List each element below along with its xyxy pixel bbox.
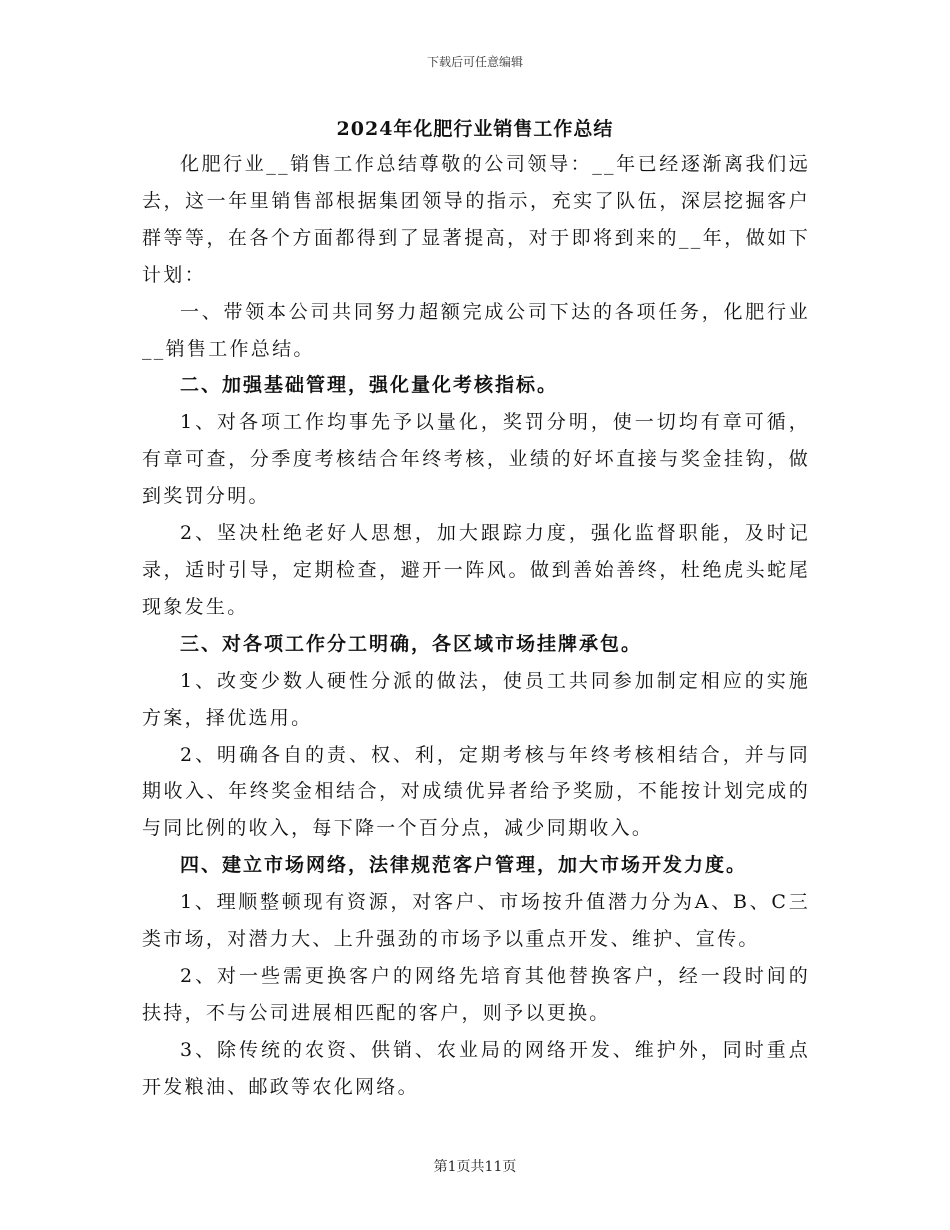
header-note: 下载后可任意编辑 xyxy=(426,55,523,69)
section-two-heading: 二、加强基础管理，强化量化考核指标。 xyxy=(180,374,559,397)
intro-paragraph: 化肥行业__销售工作总结尊敬的公司领导：__年已经逐渐离我们远去，这一年里销售部根据集团领导的指示，充实了队伍，深层挖掘客户群等等，在各个方面都得到了显著提高，对于即将到来的__年，做如下计划： xyxy=(142,153,810,286)
document-title: 2024年化肥行业销售工作总结 xyxy=(336,118,614,140)
section-three-item-1: 1、改变少数人硬性分派的做法，使员工共同参加制定相应的实施方案，择优选用。 xyxy=(142,669,810,729)
document-body xyxy=(142,146,810,1106)
section-three-item-2: 2、明确各自的责、权、利，定期考核与年终考核相结合，并与同期收入、年终奖金相结合，对成绩优异者给予奖励，不能按计划完成的与同比例的收入，每下降一个百分点，减少同期收入。 xyxy=(142,743,810,840)
section-four-item-2: 2、对一些需更换客户的网络先培育其他替换客户，经一段时间的扶持，不与公司进展相匹配的客户，则予以更换。 xyxy=(142,964,810,1024)
section-three-heading: 三、对各项工作分工明确，各区域市场挂牌承包。 xyxy=(180,632,643,655)
section-one-paragraph: 一、带领本公司共同努力超额完成公司下达的各项任务，化肥行业__销售工作总结。 xyxy=(142,300,810,360)
section-two-item-1: 1、对各项工作均事先予以量化，奖罚分明，使一切均有章可循，有章可查，分季度考核结合年终考核，业绩的好坏直接与奖金挂钩，做到奖罚分明。 xyxy=(142,411,810,508)
page-number: 第1页共11页 xyxy=(433,1159,517,1175)
section-four-item-3: 3、除传统的农资、供销、农业局的网络开发、维护外，同时重点开发粮油、邮政等农化网络。 xyxy=(142,1038,810,1098)
section-four-item-1: 1、理顺整顿现有资源，对客户、市场按升值潜力分为A、B、C三类市场，对潜力大、上升强劲的市场予以重点开发、维护、宣传。 xyxy=(142,891,810,951)
section-two-item-2: 2、坚决杜绝老好人思想，加大跟踪力度，强化监督职能，及时记录，适时引导，定期检查，避开一阵风。做到善始善终，杜绝虎头蛇尾现象发生。 xyxy=(142,522,810,618)
section-four-heading: 四、建立市场网络，法律规范客户管理，加大市场开发力度。 xyxy=(180,854,748,877)
